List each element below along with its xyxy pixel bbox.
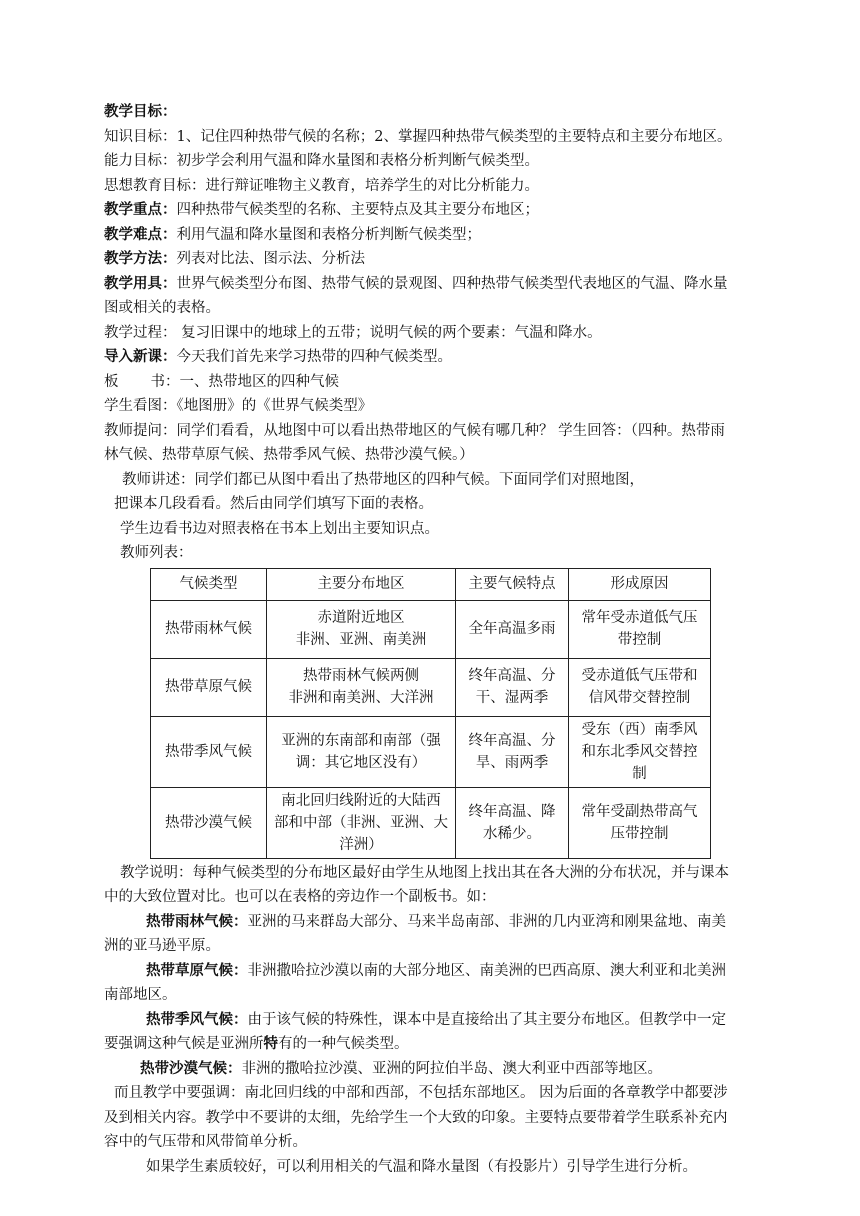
teaching-tools-label: 教学用具： (104, 274, 177, 292)
table-cell: 常年受赤道低气压 带控制 (569, 600, 711, 658)
ideology-goal: 思想教育目标：进行辩证唯物主义教育，培养学生的对比分析能力。 (104, 177, 539, 194)
teaching-focus-label: 教学重点： (104, 201, 177, 218)
savanna-note-cont: 南部地区。 (104, 987, 177, 1003)
rainforest-note-cont: 洲的亚马逊平原。 (104, 938, 220, 954)
table-cell: 终年高温、降 水稀少。 (456, 787, 569, 858)
document-page (104, 100, 764, 1179)
table-row (151, 600, 711, 658)
monsoon-note (104, 1008, 764, 1033)
board-char-b: 书：一、热带地区的四种气候 (150, 373, 339, 390)
table-cell: 终年高温、分 干、湿两季 (456, 658, 569, 716)
teaching-method (104, 247, 764, 272)
table-cell: 受东（西）南季风 和东北季风交替控 制 (569, 716, 711, 787)
table-cell: 亚洲的东南部和南部（强 调：其它地区没有） (267, 716, 456, 787)
column-header: 主要分布地区 (267, 568, 456, 600)
intro-new-lesson (104, 345, 764, 370)
monsoon-note-cont (104, 1032, 764, 1057)
desert-note (104, 1057, 764, 1082)
teacher-question-cont: 林气候、热带草原气候、热带季风气候、热带沙漠气候。） (104, 447, 474, 463)
teacher-question: 教师提问：同学们看看，从地图中可以看出热带地区的气候有哪几种？ 学生回答：（四种。热带雨 (104, 422, 725, 439)
table-cell: 南北回归线附近的大陆西 部和中部（非洲、亚洲、大 洋洲） (267, 787, 456, 858)
teaching-tools-text: 世界气候类型分布图、热带气候的景观图、四种热带气候类型代表地区的气温、降水量 (176, 275, 728, 292)
intro-text: 今天我们首先来学习热带的四种气候类型。 (176, 349, 452, 365)
teaching-process: 教学过程： 复习旧课中的地球上的五带；说明气候的两个要素：气温和降水。 (104, 324, 602, 341)
savanna-text: 非洲撒哈拉沙漠以南的大部分地区、南美洲的巴西高原、澳大利亚和北美洲 (247, 962, 726, 979)
table-cell: 常年受副热带高气 压带控制 (569, 787, 711, 858)
rainforest-label: 热带雨林气候： (146, 912, 248, 930)
monsoon-cont-b: 特 (263, 1035, 278, 1052)
stress-note: 而且教学中要强调：南北回归线的中部和西部，不包括东部地区。 因为后面的各章教学中都要涉 (114, 1085, 728, 1101)
knowledge-goal: 知识目标：1、记住四种热带气候的名称；2、掌握四种热带气候类型的主要特点和主要分布地区。 (104, 128, 732, 145)
table-row (151, 787, 711, 858)
blackboard-line (104, 370, 764, 395)
teaching-focus (104, 198, 764, 223)
column-header: 形成原因 (569, 568, 711, 600)
table-cell: 热带雨林气候两侧 非洲和南美洲、大洋洲 (267, 658, 456, 716)
monsoon-cont-c: 有的一种气候类型。 (278, 1036, 409, 1052)
table-row (151, 716, 711, 787)
savanna-note (104, 959, 764, 984)
table-cell: 热带草原气候 (151, 658, 267, 716)
rainforest-note (104, 910, 764, 935)
table-row (151, 658, 711, 716)
teaching-tools (104, 272, 764, 297)
column-header: 气候类型 (151, 568, 267, 600)
teacher-explain-cont: 把课本几段看看。然后由同学们填写下面的表格。 (114, 496, 433, 512)
stress-note-cont2: 容中的气压带和风带简单分析。 (104, 1134, 307, 1150)
ability-goal: 能力目标：初步学会利用气温和降水量图和表格分析判断气候类型。 (104, 153, 539, 169)
rainforest-text: 亚洲的马来群岛大部分、马来半岛南部、非洲的几内亚湾和刚果盆地、南美 (247, 913, 726, 930)
table-cell: 受赤道低气压带和 信风带交替控制 (569, 658, 711, 716)
teacher-explain: 教师讲述：同学们都已从图中看出了热带地区的四种气候。下面同学们对照地图， (122, 471, 644, 488)
monsoon-label: 热带季风气候： (146, 1010, 248, 1028)
teaching-method-text: 列表对比法、图示法、分析法 (176, 251, 365, 267)
table-cell: 热带沙漠气候 (151, 787, 267, 858)
student-mark: 学生边看书边对照表格在书本上划出主要知识点。 (120, 520, 439, 537)
teaching-focus-text: 四种热带气候类型的名称、主要特点及其主要分布地区； (176, 202, 539, 218)
column-header: 主要气候特点 (456, 568, 569, 600)
desert-label: 热带沙漠气候： (140, 1059, 242, 1077)
board-char-a: 板 (104, 373, 119, 390)
intro-label: 导入新课： (104, 348, 177, 365)
teaching-note: 教学说明：每种气候类型的分布地区最好由学生从地图上找出其在各大洲的分布状况，并与课本 (120, 864, 729, 881)
heading-teaching-goals: 教学目标： (104, 103, 177, 120)
table-cell: 全年高温多雨 (456, 600, 569, 658)
teaching-note-cont: 中的大致位置对比。也可以在表格的旁边作一个副板书。如： (104, 889, 496, 905)
savanna-label: 热带草原气候： (146, 961, 248, 979)
desert-text: 非洲的撒哈拉沙漠、亚洲的阿拉伯半岛、澳大利亚中西部等地区。 (241, 1060, 662, 1077)
monsoon-cont-a: 要强调这种气候是亚洲所 (104, 1036, 264, 1052)
student-view-map: 学生看图：《地图册》的《世界气候类型》 (104, 398, 373, 414)
table-cell: 热带雨林气候 (151, 600, 267, 658)
teacher-list: 教师列表： (120, 545, 193, 561)
teaching-tools-cont: 图或相关的表格。 (104, 300, 220, 316)
table-cell: 赤道附近地区 非洲、亚洲、南美洲 (267, 600, 456, 658)
climate-table (150, 568, 711, 859)
teaching-difficulty (104, 223, 764, 248)
table-header-row (151, 568, 711, 600)
teaching-difficulty-text: 利用气温和降水量图和表格分析判断气候类型； (176, 226, 481, 243)
table-cell: 热带季风气候 (151, 716, 267, 787)
monsoon-text: 由于该气候的特殊性，课本中是直接给出了其主要分布地区。但教学中一定 (247, 1011, 726, 1028)
table-cell: 终年高温、分 旱、雨两季 (456, 716, 569, 787)
teaching-method-label: 教学方法： (104, 250, 177, 267)
stress-note-cont: 及到相关内容。教学中不要讲的太细，先给学生一个大致的印象。主要特点要带着学生联系补充内 (104, 1109, 728, 1126)
final-note: 如果学生素质较好，可以利用相关的气温和降水量图（有投影片）引导学生进行分析。 (146, 1158, 697, 1175)
teaching-difficulty-label: 教学难点： (104, 225, 177, 243)
